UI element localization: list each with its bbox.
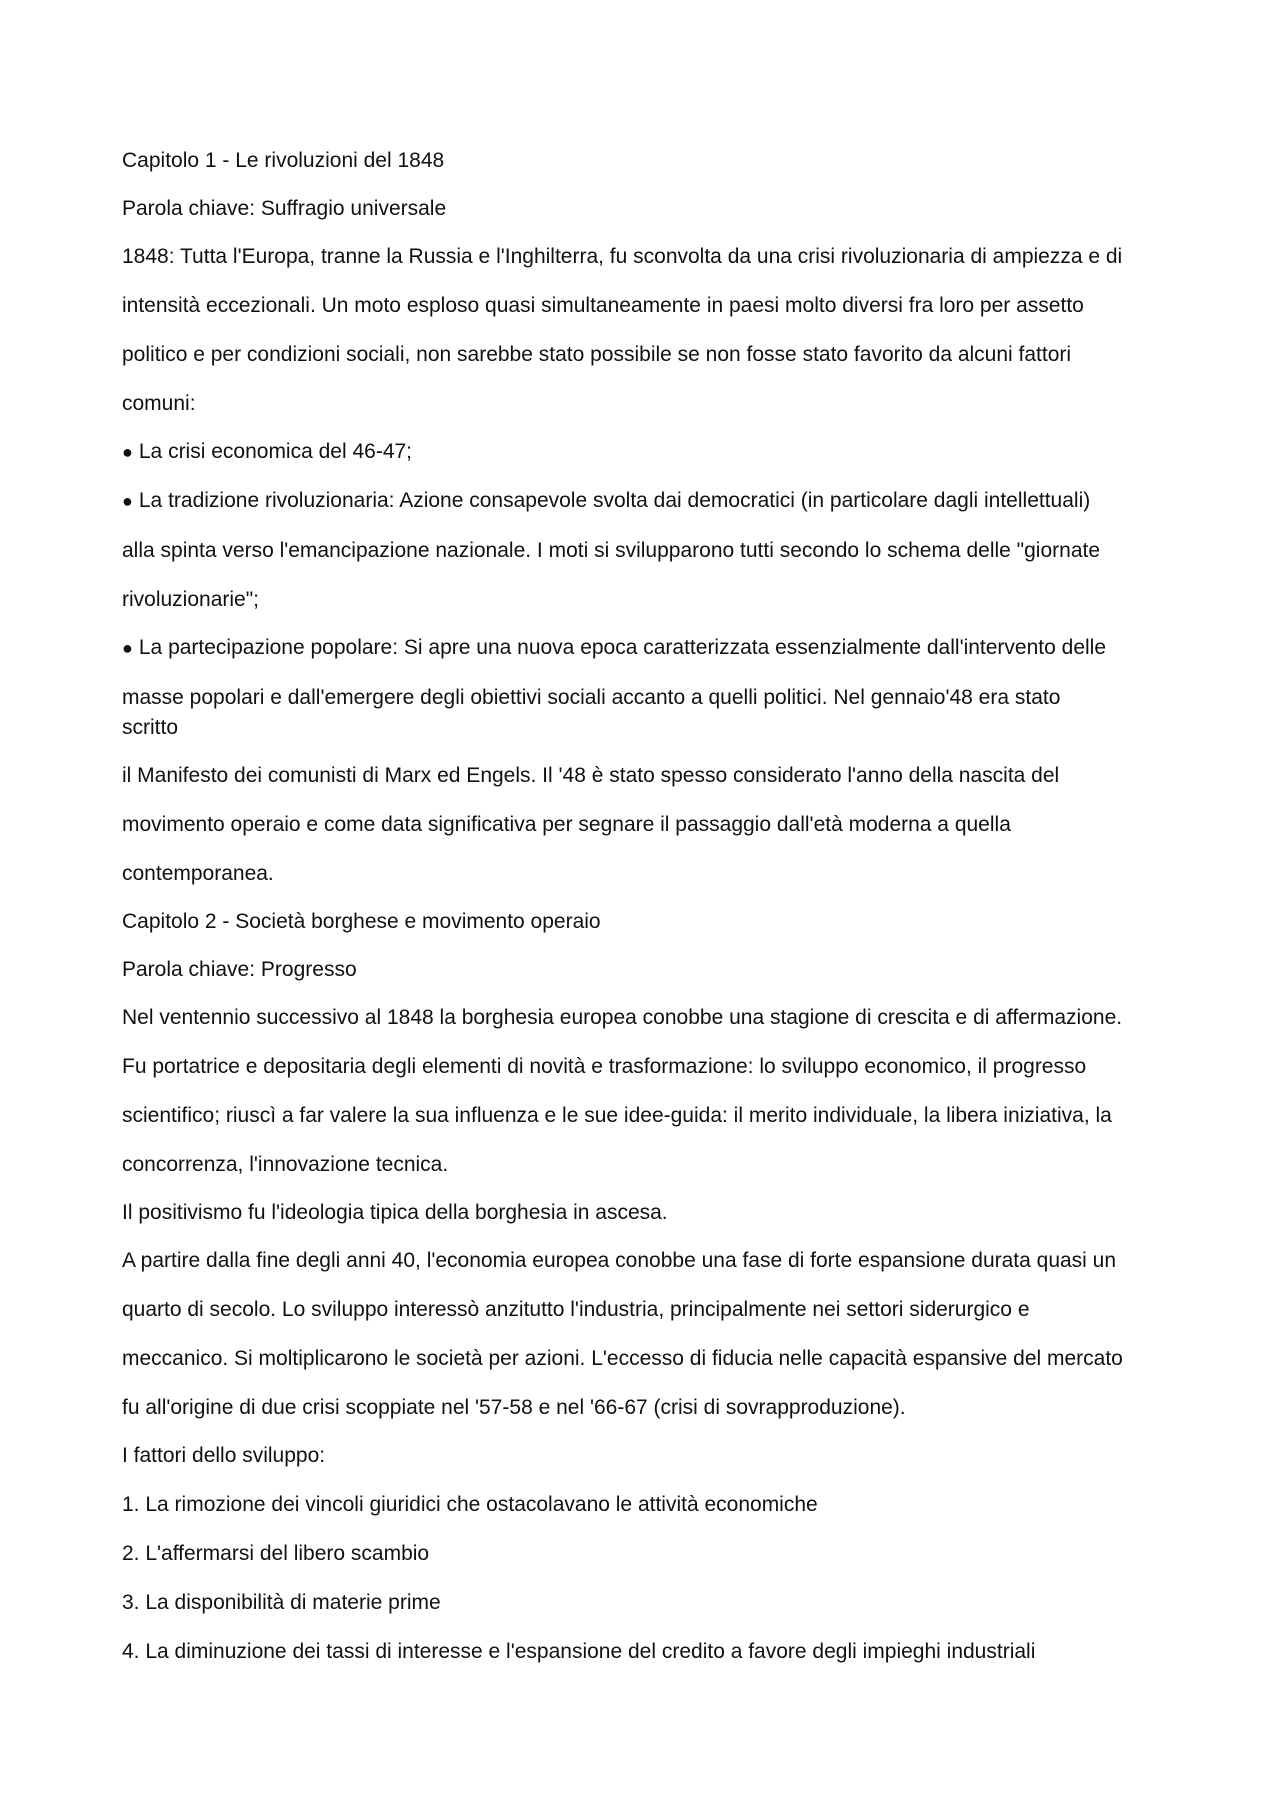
bullet-list-item: ● La crisi economica del 46-47; — [122, 439, 1172, 465]
text-line: Capitolo 2 - Società borghese e movimento operaio — [122, 910, 601, 933]
text-line: Nel ventennio successivo al 1848 la borghesia europea conobbe una stagione di crescita e di affermazione. — [122, 1006, 1123, 1029]
text-line: movimento operaio e come data significativa per segnare il passaggio dall'età moderna a quella — [122, 813, 1011, 836]
text-line: quarto di secolo. Lo sviluppo interessò anzitutto l'industria, principalmente nei settori siderurgico e — [122, 1298, 1030, 1321]
text-line: masse popolari e dall'emergere degli obiettivi sociali accanto a quelli politici. Nel gennaio'48 era stato — [122, 686, 1061, 709]
text-line: fu all'origine di due crisi scoppiate nel '57-58 e nel '66-67 (crisi di sovrapproduzione). — [122, 1396, 906, 1419]
text-line: 4. La diminuzione dei tassi di interesse e l'espansione del credito a favore degli impieghi industriali — [122, 1640, 1036, 1663]
text-line: 2. L'affermarsi del libero scambio — [122, 1542, 430, 1565]
text-line: 1848: Tutta l'Europa, tranne la Russia e l'Inghilterra, fu sconvolta da una crisi rivoluzionaria di ampiezza e di — [122, 245, 1123, 268]
text-line: scientifico; riuscì a far valere la sua influenza e le sue idee-guida: il merito individuale, la libera iniziativa, la — [122, 1104, 1112, 1127]
text-line: il Manifesto dei comunisti di Marx ed Engels. Il '48 è stato spesso considerato l'anno della nascita del — [122, 764, 1060, 787]
text-line: Fu portatrice e depositaria degli elementi di novità e trasformazione: lo sviluppo economico, il progresso — [122, 1055, 1087, 1078]
text-line: contemporanea. — [122, 862, 274, 885]
document-page — [122, 148, 1172, 1664]
text-line: Parola chiave: Suffragio universale — [122, 197, 447, 220]
text-line: meccanico. Si moltiplicarono le società per azioni. L'eccesso di fiducia nelle capacità espansive del mercato — [122, 1347, 1123, 1370]
text-line: A partire dalla fine degli anni 40, l'economia europea conobbe una fase di forte espansione durata quasi un — [122, 1249, 1117, 1272]
text-line: Il positivismo fu l'ideologia tipica della borghesia in ascesa. — [122, 1201, 668, 1224]
text-line: Capitolo 1 - Le rivoluzioni del 1848 — [122, 149, 445, 172]
text-line: comuni: — [122, 392, 196, 415]
bullet-list-item: ● La tradizione rivoluzionaria: Azione consapevole svolta dai democratici (in particolare dagli intellettuali) — [122, 488, 1172, 514]
text-line: Parola chiave: Progresso — [122, 958, 357, 981]
text-line: I fattori dello sviluppo: — [122, 1444, 326, 1467]
text-line: concorrenza, l'innovazione tecnica. — [122, 1153, 449, 1176]
bullet-list-item: ● La partecipazione popolare: Si apre una nuova epoca caratterizzata essenzialmente dall'intervento delle — [122, 635, 1172, 661]
text-line: intensità eccezionali. Un moto esploso quasi simultaneamente in paesi molto diversi fra loro per assetto — [122, 294, 1084, 317]
text-line: 3. La disponibilità di materie prime — [122, 1591, 441, 1614]
text-line: alla spinta verso l'emancipazione nazionale. I moti si svilupparono tutti secondo lo schema delle "giornate — [122, 539, 1101, 562]
text-line: rivoluzionarie"; — [122, 588, 260, 611]
text-line: scritto — [122, 716, 179, 739]
text-line: politico e per condizioni sociali, non sarebbe stato possibile se non fosse stato favorito da alcuni fattori — [122, 343, 1072, 366]
text-line: 1. La rimozione dei vincoli giuridici che ostacolavano le attività economiche — [122, 1493, 818, 1516]
